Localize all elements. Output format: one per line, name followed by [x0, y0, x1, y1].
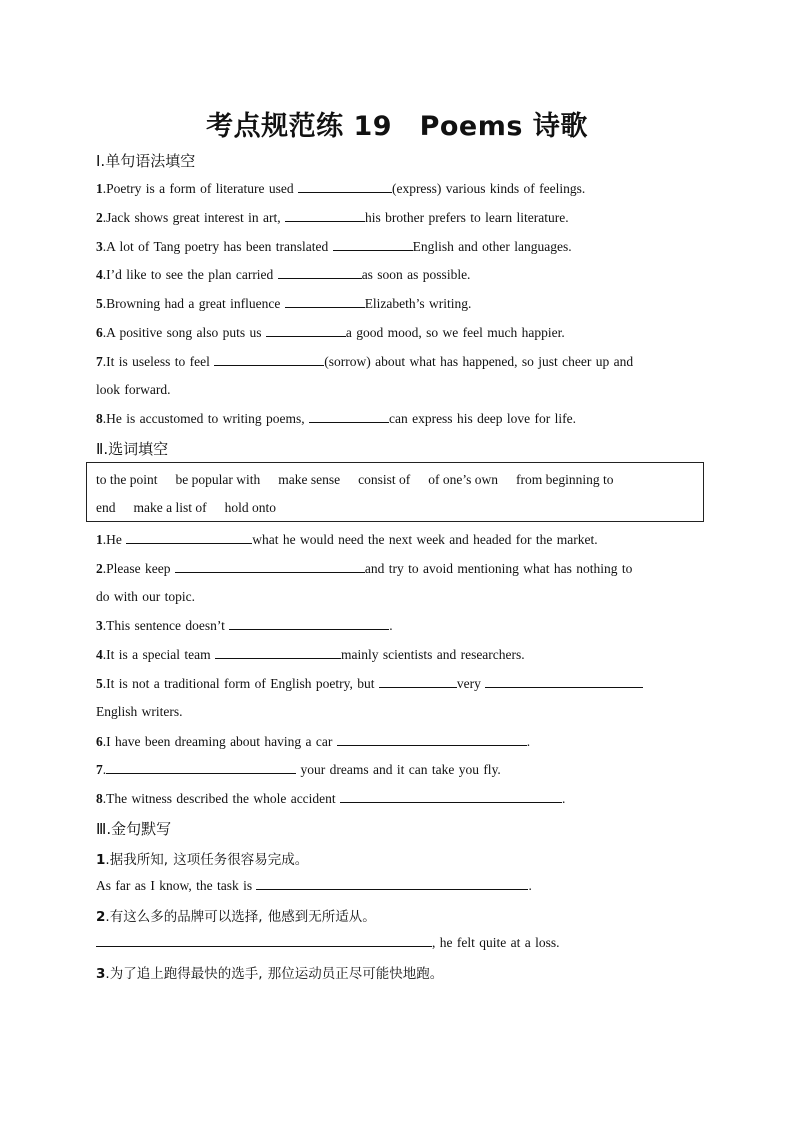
answer-blank[interactable] — [309, 410, 389, 423]
word-choice-item-1: 1.He what he would need the next week and headed for the market. — [96, 532, 598, 547]
answer-blank[interactable] — [333, 238, 413, 251]
word-choice-item-5-continued: English writers. — [96, 704, 183, 719]
answer-blank[interactable] — [175, 560, 365, 573]
grammar-item-4: 4.I’d like to see the plan carried as soon as possible. — [96, 267, 471, 282]
answer-blank[interactable] — [379, 675, 457, 688]
sentence-item-2-english: , he felt quite at a loss. — [96, 934, 559, 951]
sentence-item-1-chinese: 1.据我所知, 这项任务很容易完成。 — [96, 852, 309, 868]
word-choice-item-5: 5.It is not a traditional form of English poetry, but very — [96, 675, 643, 692]
answer-blank[interactable] — [229, 617, 389, 630]
answer-blank[interactable] — [215, 646, 341, 659]
answer-blank[interactable] — [126, 531, 252, 544]
answer-blank[interactable] — [298, 180, 392, 193]
answer-blank[interactable] — [106, 761, 296, 774]
sentence-item-1-english: As far as I know, the task is . — [96, 878, 532, 893]
grammar-item-7: 7.It is useless to feel (sorrow) about what has happened, so just cheer up and — [96, 354, 634, 369]
word-choice-item-7: 7. your dreams and it can take you fly. — [96, 762, 501, 777]
page-title: 考点规范练 19 Poems 诗歌 — [206, 111, 588, 142]
grammar-item-6: 6.A positive song also puts us a good mood, so we feel much happier. — [96, 325, 565, 340]
grammar-item-3: 3.A lot of Tang poetry has been translated English and other languages. — [96, 239, 572, 254]
word-bank-row-1: to the point be popular with make sense consist of of one’s own from beginning to — [96, 472, 614, 487]
sentence-item-3-chinese: 3.为了追上跑得最快的选手, 那位运动员正尽可能快地跑。 — [96, 966, 444, 982]
word-choice-item-8: 8.The witness described the whole accident . — [96, 791, 566, 806]
word-bank-row-2: end make a list of hold onto — [96, 500, 276, 515]
answer-blank[interactable] — [285, 209, 365, 222]
word-choice-item-6: 6.I have been dreaming about having a car . — [96, 734, 531, 749]
word-bank-box — [86, 462, 704, 522]
answer-blank[interactable] — [337, 733, 527, 746]
grammar-item-2: 2.Jack shows great interest in art, his brother prefers to learn literature. — [96, 210, 569, 225]
grammar-item-5: 5.Browning had a great influence Elizabeth’s writing. — [96, 296, 472, 311]
section-heading-word-choice: Ⅱ.选词填空 — [96, 440, 169, 458]
word-choice-item-2: 2.Please keep and try to avoid mentioning what has nothing to — [96, 561, 633, 576]
word-choice-item-2-continued: do with our topic. — [96, 589, 195, 604]
answer-blank[interactable] — [340, 790, 562, 803]
answer-blank[interactable] — [266, 324, 346, 337]
sentence-item-2-chinese: 2.有这么多的品牌可以选择, 他感到无所适从。 — [96, 909, 376, 925]
answer-blank[interactable] — [256, 877, 528, 890]
answer-blank[interactable] — [214, 353, 324, 366]
answer-blank[interactable] — [285, 295, 365, 308]
section-heading-sentence-writing: Ⅲ.金句默写 — [96, 820, 172, 838]
grammar-item-8: 8.He is accustomed to writing poems, can express his deep love for life. — [96, 411, 577, 426]
answer-blank[interactable] — [96, 934, 432, 947]
word-choice-item-3: 3.This sentence doesn’t . — [96, 618, 393, 633]
answer-blank[interactable] — [278, 266, 362, 279]
section-heading-grammar: Ⅰ.单句语法填空 — [96, 152, 196, 170]
grammar-item-7-continued: look forward. — [96, 382, 171, 397]
answer-blank[interactable] — [485, 675, 643, 688]
grammar-item-1: 1.Poetry is a form of literature used (express) various kinds of feelings. — [96, 181, 586, 196]
word-choice-item-4: 4.It is a special team mainly scientists and researchers. — [96, 647, 525, 662]
